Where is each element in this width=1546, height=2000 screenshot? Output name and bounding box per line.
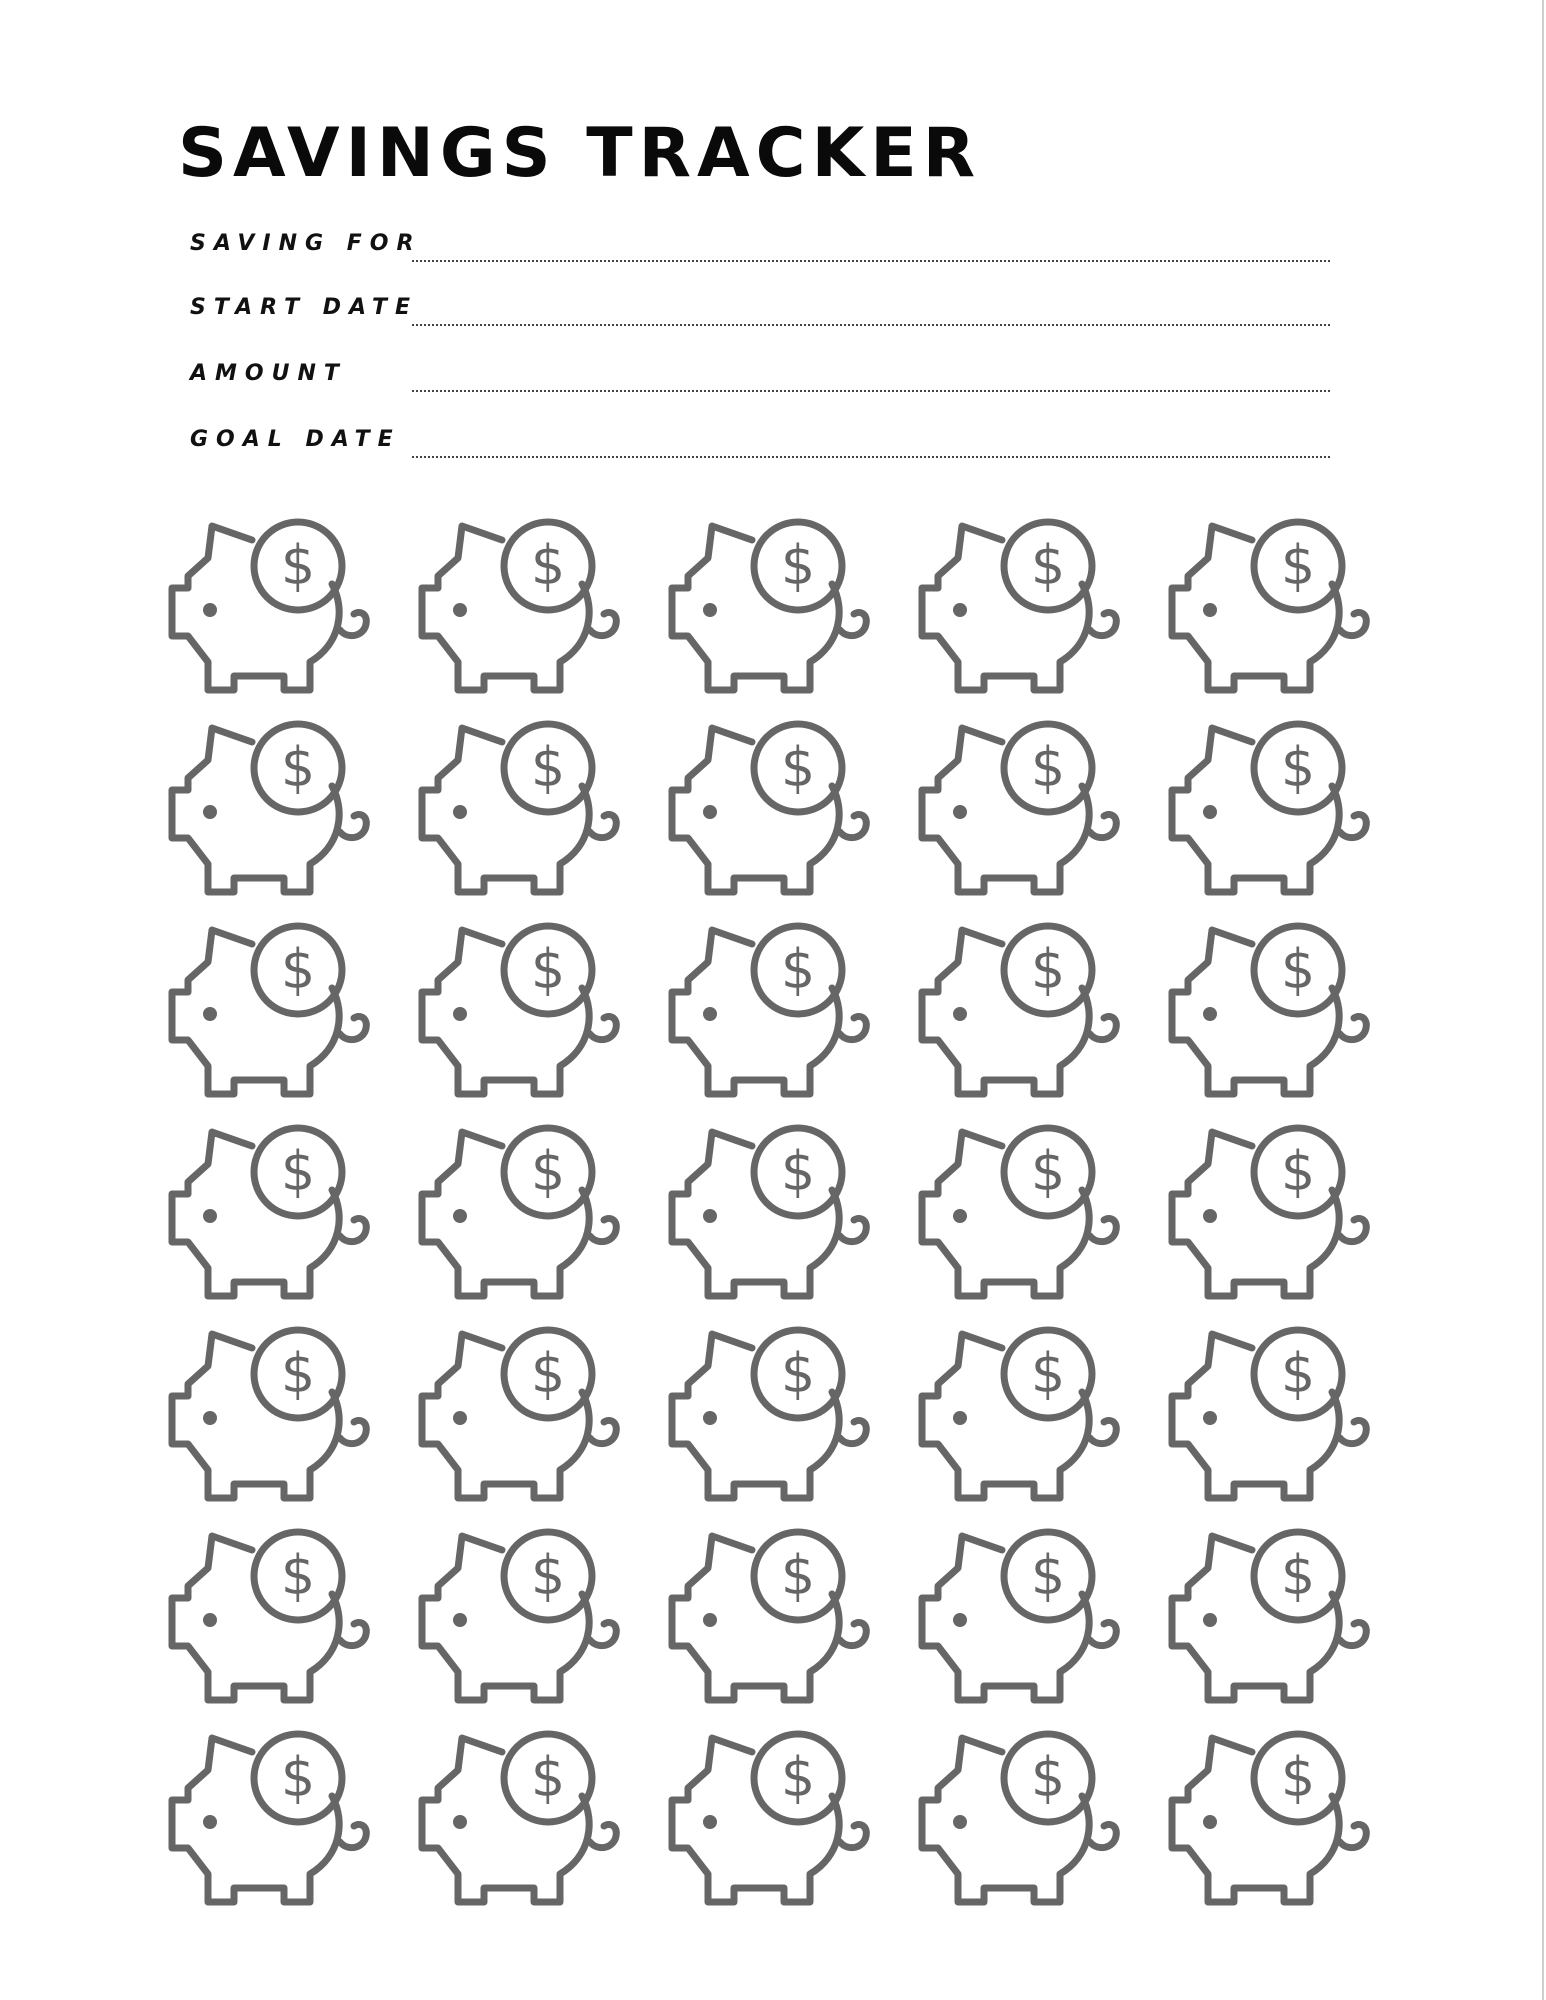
piggy-bank-coin-icon [668, 720, 878, 910]
svg-text:$: $ [1030, 736, 1066, 799]
piggy-bank-slot[interactable] [668, 720, 878, 910]
piggy-bank-coin-icon [918, 720, 1128, 910]
svg-text:$: $ [530, 736, 566, 799]
piggy-bank-slot[interactable] [668, 518, 878, 708]
svg-text:$: $ [780, 1746, 816, 1809]
piggy-bank-slot[interactable] [418, 922, 628, 1112]
piggy-bank-slot[interactable] [168, 1730, 378, 1920]
piggy-bank-slot[interactable] [418, 720, 628, 910]
start-date-line[interactable] [412, 324, 1330, 326]
piggy-bank-coin-icon [418, 922, 628, 1112]
saving-for-label: SAVING FOR [190, 231, 422, 256]
piggy-bank-slot[interactable] [168, 1528, 378, 1718]
piggy-bank-coin-icon [668, 1528, 878, 1718]
piggy-bank-slot[interactable] [168, 1124, 378, 1314]
piggy-bank-slot[interactable] [168, 720, 378, 910]
svg-text:$: $ [780, 736, 816, 799]
piggy-bank-slot[interactable] [668, 1730, 878, 1920]
svg-text:$: $ [780, 1544, 816, 1607]
svg-text:$: $ [1030, 1342, 1066, 1405]
saving-for-line[interactable] [412, 260, 1330, 262]
piggy-bank-slot[interactable] [168, 1326, 378, 1516]
start-date-row [190, 286, 1330, 326]
piggy-bank-slot[interactable] [918, 922, 1128, 1112]
svg-text:$: $ [1280, 1342, 1316, 1405]
piggy-bank-coin-icon [168, 720, 378, 910]
piggy-bank-coin-icon [1168, 1124, 1378, 1314]
piggy-bank-slot[interactable] [1168, 1326, 1378, 1516]
piggy-bank-coin-icon [668, 1326, 878, 1516]
svg-text:$: $ [530, 1342, 566, 1405]
piggy-bank-coin-icon [418, 1326, 628, 1516]
piggy-bank-coin-icon [168, 1326, 378, 1516]
svg-text:$: $ [280, 1342, 316, 1405]
piggy-bank-slot[interactable] [1168, 1730, 1378, 1920]
piggy-bank-coin-icon [918, 1730, 1128, 1920]
goal-date-label: GOAL DATE [190, 427, 401, 452]
piggy-bank-coin-icon [918, 1124, 1128, 1314]
piggy-bank-slot[interactable] [918, 1124, 1128, 1314]
svg-text:$: $ [780, 1140, 816, 1203]
piggy-bank-coin-icon [1168, 1730, 1378, 1920]
piggy-bank-coin-icon [418, 720, 628, 910]
svg-text:$: $ [280, 938, 316, 1001]
piggy-bank-slot[interactable] [668, 922, 878, 1112]
svg-text:$: $ [530, 1140, 566, 1203]
goal-date-row [190, 418, 1330, 458]
piggy-bank-coin-icon [668, 922, 878, 1112]
amount-row [190, 352, 1330, 392]
piggy-bank-slot[interactable] [1168, 1124, 1378, 1314]
svg-text:$: $ [280, 1746, 316, 1809]
piggy-bank-slot[interactable] [1168, 1528, 1378, 1718]
piggy-bank-slot[interactable] [668, 1528, 878, 1718]
svg-text:$: $ [780, 1342, 816, 1405]
piggy-bank-slot[interactable] [418, 1528, 628, 1718]
svg-text:$: $ [780, 938, 816, 1001]
svg-text:$: $ [530, 1746, 566, 1809]
piggy-bank-coin-icon [418, 1124, 628, 1314]
piggy-bank-slot[interactable] [918, 1730, 1128, 1920]
piggy-bank-slot[interactable] [168, 922, 378, 1112]
piggy-bank-coin-icon [418, 1528, 628, 1718]
piggy-bank-coin-icon [668, 1730, 878, 1920]
piggy-bank-slot[interactable] [918, 1528, 1128, 1718]
page-edge [1542, 0, 1544, 2000]
piggy-bank-coin-icon [1168, 922, 1378, 1112]
piggy-bank-slot[interactable] [1168, 720, 1378, 910]
svg-text:$: $ [280, 736, 316, 799]
piggy-bank-slot[interactable] [1168, 518, 1378, 708]
page-title: SAVINGS TRACKER [178, 114, 982, 193]
svg-text:$: $ [780, 534, 816, 597]
svg-text:$: $ [1280, 1544, 1316, 1607]
piggy-bank-coin-icon [418, 518, 628, 708]
piggy-bank-coin-icon [918, 518, 1128, 708]
piggy-bank-coin-icon [168, 1124, 378, 1314]
svg-text:$: $ [1280, 1140, 1316, 1203]
piggy-bank-coin-icon [668, 1124, 878, 1314]
piggy-bank-slot[interactable] [168, 518, 378, 708]
piggy-bank-slot[interactable] [1168, 922, 1378, 1112]
piggy-bank-coin-icon [1168, 518, 1378, 708]
piggy-bank-coin-icon [168, 922, 378, 1112]
piggy-bank-slot[interactable] [418, 1124, 628, 1314]
svg-text:$: $ [1030, 1140, 1066, 1203]
svg-text:$: $ [530, 938, 566, 1001]
piggy-bank-slot[interactable] [418, 1326, 628, 1516]
svg-text:$: $ [1030, 1746, 1066, 1809]
svg-text:$: $ [1280, 736, 1316, 799]
saving-for-row [190, 222, 1330, 262]
piggy-bank-coin-icon [918, 1528, 1128, 1718]
piggy-bank-coin-icon [1168, 720, 1378, 910]
piggy-bank-coin-icon [918, 922, 1128, 1112]
svg-text:$: $ [1030, 1544, 1066, 1607]
piggy-bank-slot[interactable] [918, 518, 1128, 708]
piggy-bank-slot[interactable] [418, 518, 628, 708]
svg-text:$: $ [1030, 534, 1066, 597]
piggy-bank-coin-icon [918, 1326, 1128, 1516]
svg-text:$: $ [1280, 534, 1316, 597]
piggy-bank-slot[interactable] [418, 1730, 628, 1920]
piggy-bank-coin-icon [168, 518, 378, 708]
piggy-bank-slot[interactable] [918, 720, 1128, 910]
piggy-bank-coin-icon [1168, 1326, 1378, 1516]
piggy-bank-coin-icon [168, 1730, 378, 1920]
svg-text:$: $ [530, 534, 566, 597]
piggy-bank-coin-icon [168, 1528, 378, 1718]
goal-date-line[interactable] [412, 456, 1330, 458]
svg-text:$: $ [530, 1544, 566, 1607]
svg-text:$: $ [280, 1544, 316, 1607]
svg-text:$: $ [1280, 1746, 1316, 1809]
svg-text:$: $ [1280, 938, 1316, 1001]
piggy-bank-slot[interactable] [668, 1326, 878, 1516]
start-date-label: START DATE [190, 295, 419, 320]
piggy-bank-coin-icon [418, 1730, 628, 1920]
svg-text:$: $ [1030, 938, 1066, 1001]
svg-text:$: $ [280, 534, 316, 597]
svg-text:$: $ [280, 1140, 316, 1203]
piggy-bank-slot[interactable] [668, 1124, 878, 1314]
piggy-bank-coin-icon [668, 518, 878, 708]
piggy-bank-slot[interactable] [918, 1326, 1128, 1516]
piggy-bank-coin-icon [1168, 1528, 1378, 1718]
amount-label: AMOUNT [190, 361, 347, 386]
amount-line[interactable] [412, 390, 1330, 392]
